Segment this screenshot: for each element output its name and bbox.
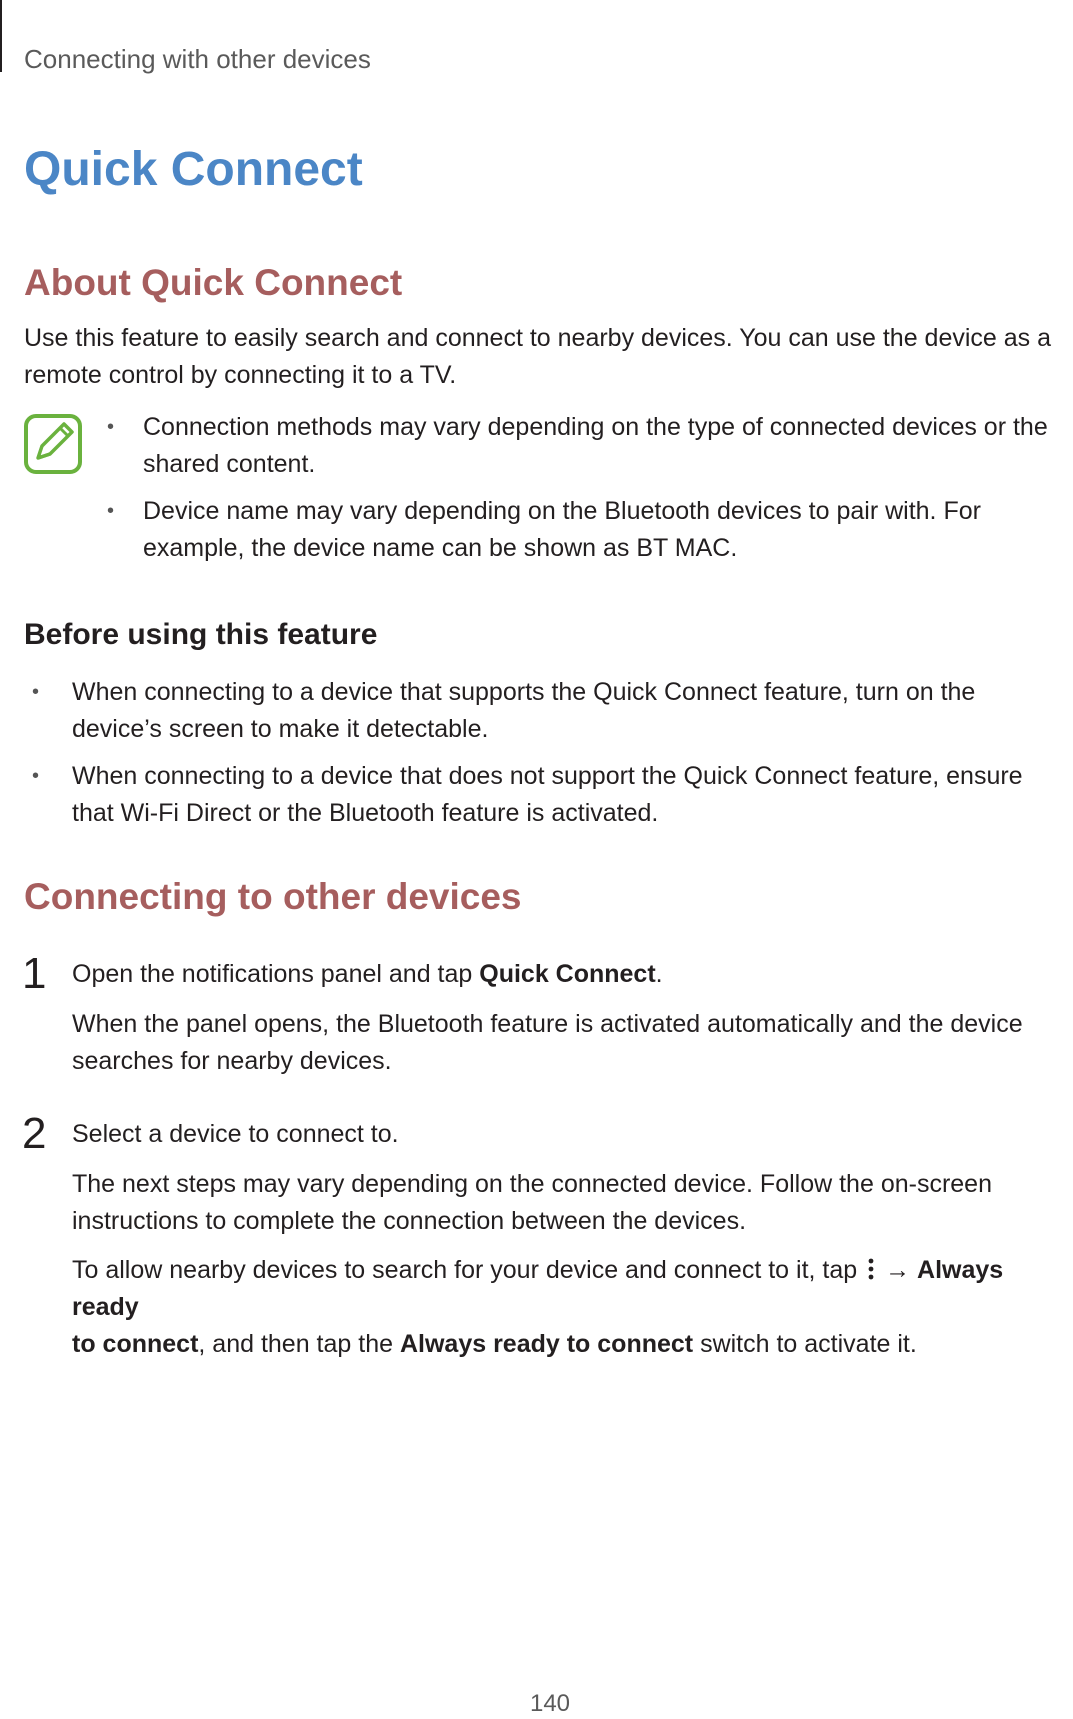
- page-number: 140: [529, 1690, 571, 1717]
- note-item: • Device name may vary depending on the Bluetooth devices to pair with. For example, the device name can be shown as BT MAC.: [143, 493, 1073, 567]
- bullet-icon: •: [32, 765, 40, 787]
- connecting-heading: Connecting to other devices: [24, 876, 522, 917]
- page-title: Quick Connect: [24, 143, 363, 196]
- step-1-detail: When the panel opens, the Bluetooth feature is activated automatically and the device searches for nearby devices.: [72, 1010, 1023, 1075]
- more-options-icon: [868, 1257, 874, 1281]
- bullet-icon: •: [32, 681, 40, 703]
- step-number: 1: [22, 949, 47, 998]
- step-2-text: Select a device to connect to.: [72, 1120, 399, 1148]
- before-item: • When connecting to a device that does not support the Quick Connect feature, ensure that Wi-Fi Direct or the Bluetooth feature is activated.: [72, 758, 1072, 832]
- before-item: • When connecting to a device that supports the Quick Connect feature, turn on the device’s screen to make it detectable.: [72, 674, 1072, 748]
- about-heading: About Quick Connect: [24, 262, 403, 303]
- quick-connect-label: Quick Connect: [479, 960, 656, 988]
- step-1-text: Open the notifications panel and tap Quick Connect.: [72, 960, 663, 988]
- about-intro-line1: Use this feature to easily search and connect to nearby devices. You can use the device as a: [24, 324, 1052, 352]
- note-icon: [24, 414, 82, 474]
- note-item: • Connection methods may vary depending on the type of connected devices or the shared content.: [143, 409, 1073, 483]
- before-heading: Before using this feature: [24, 618, 378, 651]
- page-edge-line: [0, 0, 2, 72]
- bullet-icon: •: [107, 500, 115, 522]
- about-intro: [24, 320, 1051, 394]
- before-list: [32, 674, 1072, 842]
- note-list: [107, 409, 1073, 577]
- bullet-icon: •: [107, 416, 115, 438]
- step-number: 2: [22, 1109, 47, 1158]
- arrow-icon: →: [885, 1256, 911, 1284]
- about-intro-line2: remote control by connecting it to a TV.: [24, 361, 457, 389]
- running-header: Connecting with other devices: [24, 44, 371, 74]
- step-2-detail: The next steps may vary depending on the connected device. Follow the on-screen instructions to complete the connection between the devices.: [72, 1170, 992, 1235]
- step-2-tip: To allow nearby devices to search for your device and connect to it, tap → Always ready to connect, and then tap the Always ready to connect switch to activate it.: [72, 1256, 1004, 1358]
